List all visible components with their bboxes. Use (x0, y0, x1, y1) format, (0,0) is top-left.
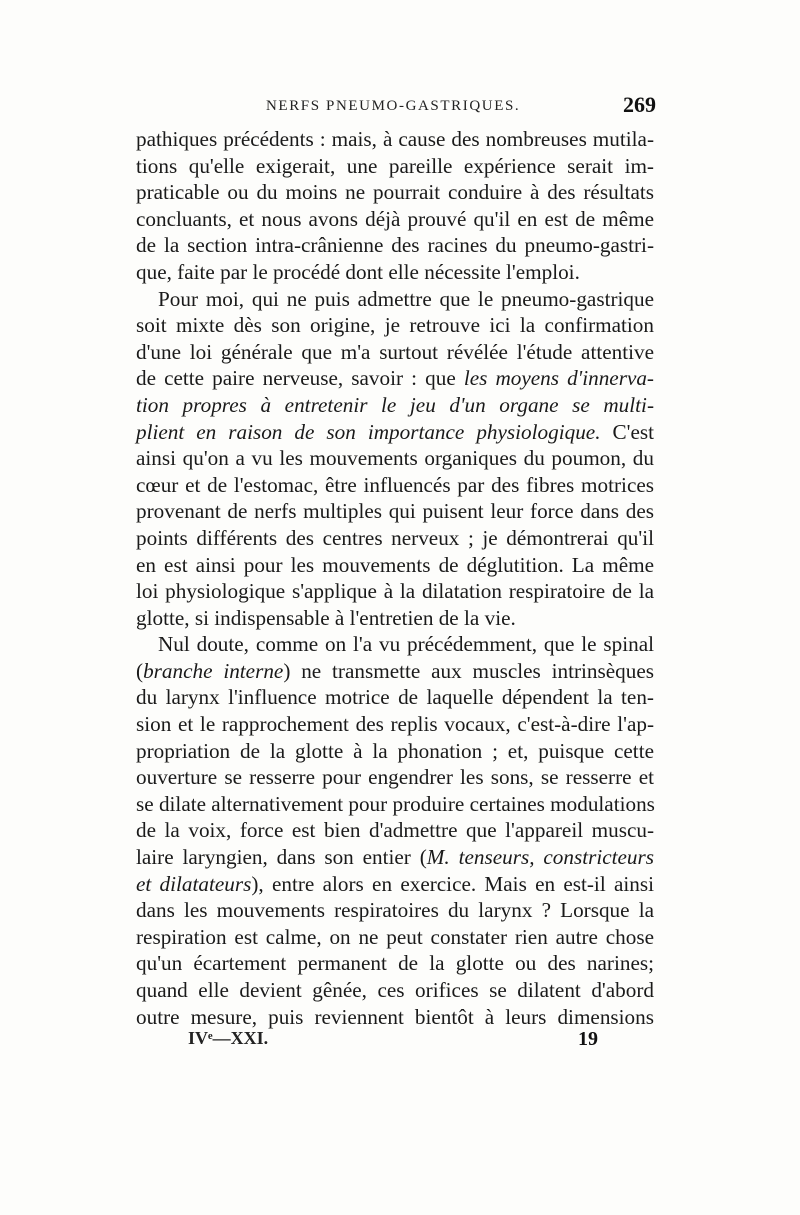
text-line: de la section intra-crânienne des racines du pneumo-gastri- (136, 233, 654, 258)
signature-footer (188, 1028, 598, 1058)
signature-number: 19 (578, 1028, 598, 1050)
text-line: qu'un écartement permanent de la glotte ou des narines; (136, 951, 654, 976)
text-line: quand elle devient gênée, ces orifices se dilatent d'abord (136, 978, 654, 1002)
text-run: ( (136, 658, 144, 683)
text-line: points différents des centres nerveux ; je démontrerai qu'il (136, 525, 654, 550)
text-line: d'une loi générale que m'a surtout révélée l'étude attentive (136, 339, 654, 364)
text-line: cœur et de l'estomac, être influencés par des fibres motrices (136, 472, 654, 497)
text-line: praticable ou du moins ne pourrait conduire à des résultats (136, 180, 654, 205)
running-title: NERFS PNEUMO-GASTRIQUES. (266, 98, 521, 114)
text-line: pathiques précédents : mais, à cause des nombreuses mutila- (136, 127, 654, 151)
italic-run: branche interne (143, 658, 284, 683)
text-line: provenant de nerfs multiples qui puisent leur force dans des (136, 499, 654, 524)
text-line: de la voix, force est bien d'admettre que l'appareil muscu- (136, 818, 654, 843)
text-line-mixed (136, 871, 654, 898)
text-line-mixed (136, 419, 654, 446)
text-line: tions qu'elle exigerait, une pareille expérience serait im- (136, 153, 654, 178)
body-text (136, 126, 654, 1030)
running-head (136, 92, 656, 122)
text-line: sion et le rapprochement des replis vocaux, c'est-à-dire l'ap- (136, 712, 654, 737)
text-run: de cette paire nerveuse, savoir : que (136, 366, 464, 391)
text-line-mixed (136, 844, 654, 871)
italic-run: M. tenseurs, constricteurs (426, 845, 654, 870)
italic-run: plient en raison de son importance physiologique. (136, 419, 601, 444)
text-line: Nul doute, comme on l'a vu précédemment, que le spinal (158, 632, 654, 657)
page-number: 269 (623, 92, 656, 117)
italic-run: les moyens d'innerva- (463, 366, 654, 391)
text-line: concluants, et nous avons déjà prouvé qu'il en est de même (136, 206, 654, 231)
italic-run: et dilatateurs (136, 871, 252, 896)
text-line: que, faite par le procédé dont elle nécessite l'emploi. (136, 259, 580, 284)
text-line: outre mesure, puis reviennent bientôt à leurs dimensions (136, 1004, 654, 1029)
text-line: en est ainsi pour les mouvements de déglutition. La même (136, 552, 654, 577)
signature-mark: IVᵉ—XXI. (188, 1028, 269, 1048)
text-line-mixed (136, 365, 654, 392)
text-line: ainsi qu'on a vu les mouvements organiques du poumon, du (136, 446, 654, 471)
text-run: C'est (600, 419, 654, 444)
text-run: laire laryngien, dans son entier ( (136, 845, 427, 870)
text-line: respiration est calme, on ne peut constater rien autre chose (136, 924, 654, 949)
text-line: Pour moi, qui ne puis admettre que le pneumo-gastrique (158, 286, 654, 311)
text-line-mixed (136, 658, 654, 685)
text-line: du larynx l'influence motrice de laquelle dépendent la ten- (136, 685, 654, 710)
text-line: ouverture se resserre pour engendrer les sons, se resserre et (136, 765, 654, 790)
text-line: propriation de la glotte à la phonation ; et, puisque cette (136, 738, 654, 763)
text-line: se dilate alternativement pour produire certaines modulations (136, 791, 655, 816)
italic-run: tion propres à entretenir le jeu d'un organe se multi- (136, 392, 654, 417)
text-line-mixed (136, 392, 654, 419)
text-line: loi physiologique s'applique à la dilatation respiratoire de la (136, 579, 654, 604)
text-run: ), entre alors en exercice. Mais en est-il ainsi (251, 871, 654, 896)
text-run: ) ne transmette aux muscles intrinsèques (283, 658, 654, 683)
text-line: glotte, si indispensable à l'entretien de la vie. (136, 605, 516, 630)
text-line: soit mixte dès son origine, je retrouve ici la confirmation (136, 313, 654, 338)
text-line: dans les mouvements respiratoires du larynx ? Lorsque la (136, 898, 654, 923)
